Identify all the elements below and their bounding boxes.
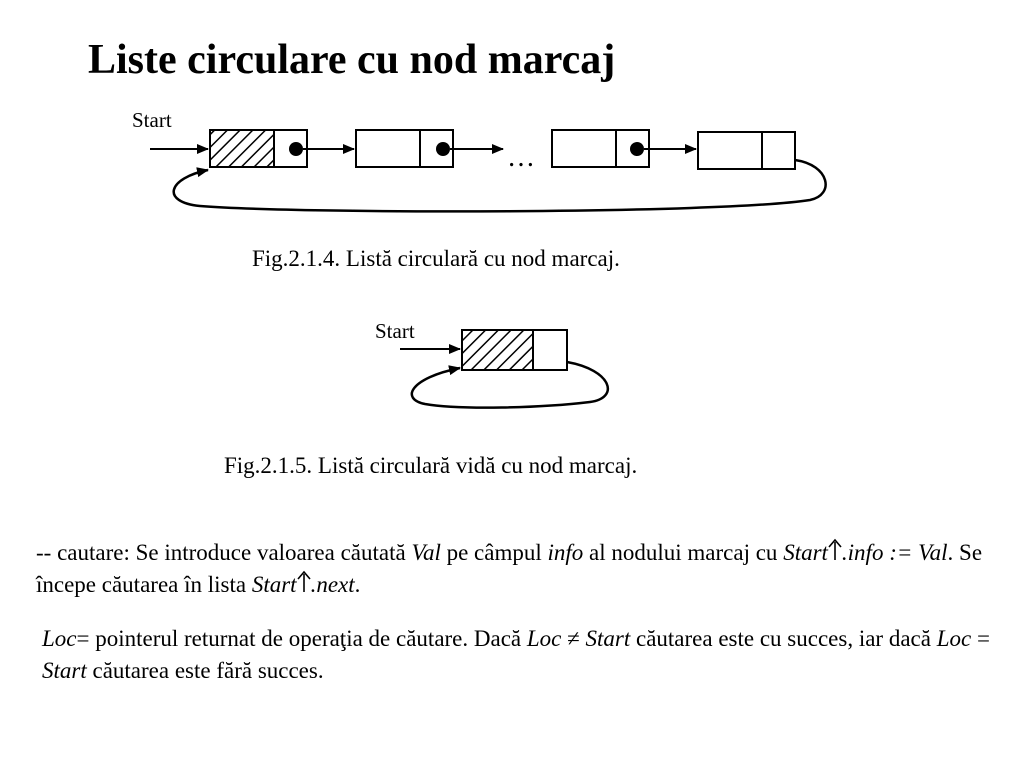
expression-next: .next	[310, 572, 355, 597]
variable-start: Start	[585, 626, 631, 651]
text-run: . Se începe căutarea în lista	[36, 540, 983, 597]
pointer-up-arrow-icon	[828, 538, 842, 562]
figure-caption: Fig.2.1.5. Listă circulară vidă cu nod marcaj.	[224, 453, 638, 478]
equal-operator: =	[971, 626, 990, 651]
variable-loc: Loc	[936, 626, 972, 651]
search-description	[36, 537, 996, 601]
text-run: -- cautare: Se introduce valoarea căutată	[36, 540, 412, 565]
header-node-link-cell	[533, 330, 567, 370]
variable-start: Start	[783, 540, 828, 565]
variable-val: Val	[411, 540, 441, 565]
header-node	[462, 330, 567, 370]
variable-start: Start	[42, 658, 87, 683]
text-run: căutarea este cu succes, iar dacă	[630, 626, 937, 651]
ellipsis: …	[507, 142, 535, 173]
node-info-cell	[356, 130, 420, 167]
list-node	[552, 130, 649, 167]
text-run: căutarea este fără succes.	[86, 658, 324, 683]
node-info-cell	[552, 130, 616, 167]
variable-start: Start	[251, 572, 297, 597]
loc-description	[42, 623, 1002, 687]
node-link-cell	[762, 132, 795, 169]
last-node	[698, 132, 795, 169]
text-run: .	[354, 572, 361, 597]
text-run: pe câmpul	[440, 540, 548, 565]
link-dot-icon	[289, 142, 303, 156]
variable-loc: Loc	[526, 626, 562, 651]
start-label: Start	[375, 319, 415, 343]
variable-info: info	[547, 540, 584, 565]
link-dot-icon	[436, 142, 450, 156]
figure-caption: Fig.2.1.4. Listă circulară cu nod marcaj.	[252, 246, 620, 271]
link-dot-icon	[630, 142, 644, 156]
slide-title: Liste circulare cu nod marcaj	[88, 37, 616, 83]
text-run: = pointerul returnat de operaţia de căutare. Dacă	[76, 626, 527, 651]
header-node	[210, 130, 307, 167]
text-run: al nodului marcaj cu	[583, 540, 784, 565]
list-node	[356, 130, 453, 167]
header-node-info-cell	[210, 130, 274, 167]
not-equal-operator: ≠	[561, 626, 586, 651]
figure-circular-list	[132, 108, 826, 211]
expression-info-assign: .info := Val	[841, 540, 948, 565]
start-label: Start	[132, 108, 172, 132]
figure-empty-circular-list	[375, 319, 608, 408]
variable-loc: Loc	[42, 626, 77, 651]
pointer-up-arrow-icon	[297, 570, 311, 594]
header-node-info-cell	[462, 330, 533, 370]
node-info-cell	[698, 132, 762, 169]
